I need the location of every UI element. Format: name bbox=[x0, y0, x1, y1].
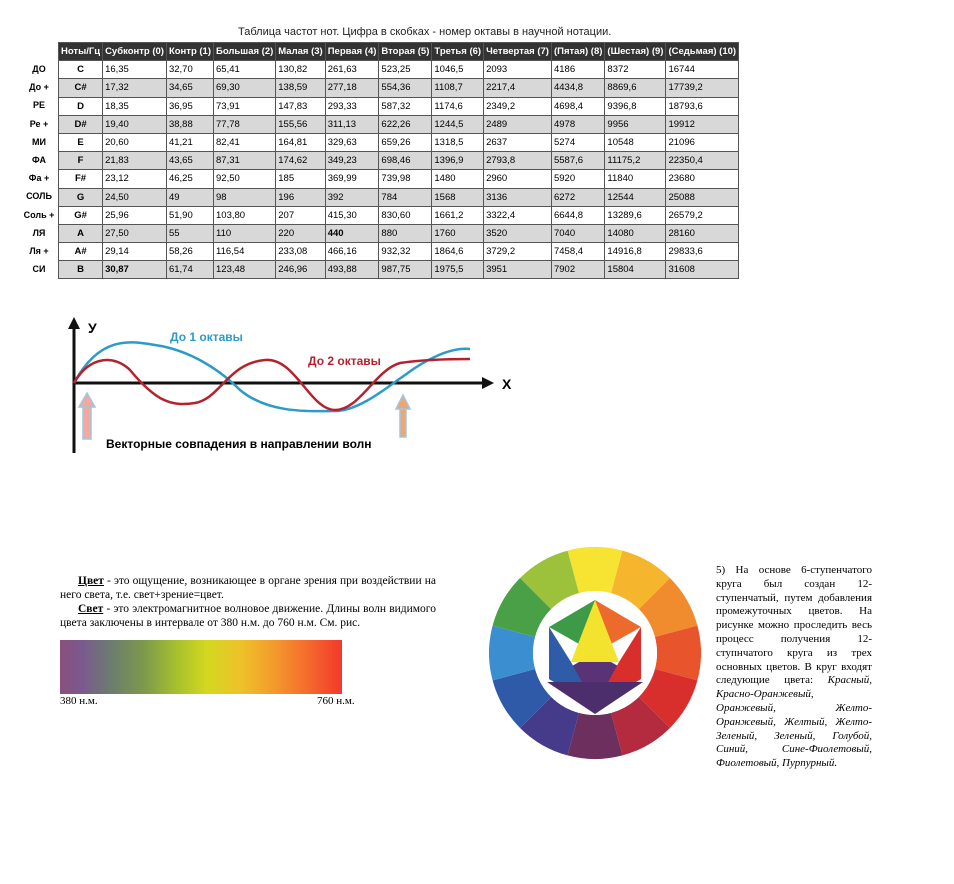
frequency-cell: 587,32 bbox=[379, 97, 432, 115]
frequency-cell: 7040 bbox=[551, 224, 604, 242]
frequency-cell: 5274 bbox=[551, 133, 604, 151]
frequency-cell: 26579,2 bbox=[666, 206, 739, 224]
frequency-cell: 1480 bbox=[432, 170, 484, 188]
table-header-cell: Третья (6) bbox=[432, 43, 484, 61]
note-cell: D# bbox=[59, 115, 103, 133]
frequency-cell: 3729,2 bbox=[484, 243, 552, 261]
frequency-cell: 13289,6 bbox=[605, 206, 666, 224]
frequency-cell: 277,18 bbox=[325, 79, 379, 97]
frequency-cell: 4978 bbox=[551, 115, 604, 133]
table-row bbox=[59, 261, 739, 279]
frequency-cell: 1174,6 bbox=[432, 97, 484, 115]
frequency-cell: 14916,8 bbox=[605, 243, 666, 261]
table-row bbox=[59, 133, 739, 151]
frequency-cell: 784 bbox=[379, 188, 432, 206]
frequency-cell: 110 bbox=[214, 224, 276, 242]
frequency-cell: 622,26 bbox=[379, 115, 432, 133]
frequency-cell: 6644,8 bbox=[551, 206, 604, 224]
row-label: ФА bbox=[32, 154, 46, 165]
frequency-cell: 493,88 bbox=[325, 261, 379, 279]
frequency-cell: 23,12 bbox=[103, 170, 167, 188]
frequency-cell: 4186 bbox=[551, 61, 604, 79]
frequency-cell: 55 bbox=[166, 224, 213, 242]
frequency-cell: 29,14 bbox=[103, 243, 167, 261]
frequency-cell: 932,32 bbox=[379, 243, 432, 261]
frequency-cell: 34,65 bbox=[166, 79, 213, 97]
frequency-cell: 21,83 bbox=[103, 152, 167, 170]
table-row bbox=[59, 61, 739, 79]
frequency-cell: 1864,6 bbox=[432, 243, 484, 261]
frequency-cell: 233,08 bbox=[276, 243, 325, 261]
frequency-cell: 27,50 bbox=[103, 224, 167, 242]
octave-1-label: До 1 октавы bbox=[170, 330, 243, 344]
frequency-cell: 3951 bbox=[484, 261, 552, 279]
row-label: СОЛЬ bbox=[26, 191, 52, 202]
visible-spectrum-bar bbox=[60, 640, 342, 694]
frequency-cell: 293,33 bbox=[325, 97, 379, 115]
frequency-cell: 18,35 bbox=[103, 97, 167, 115]
frequency-cell: 554,36 bbox=[379, 79, 432, 97]
note-cell: C bbox=[59, 61, 103, 79]
frequency-cell: 2960 bbox=[484, 170, 552, 188]
frequency-cell: 65,41 bbox=[214, 61, 276, 79]
note-cell: C# bbox=[59, 79, 103, 97]
frequency-cell: 46,25 bbox=[166, 170, 213, 188]
frequency-cell: 58,26 bbox=[166, 243, 213, 261]
frequency-cell: 311,13 bbox=[325, 115, 379, 133]
color-definition-text bbox=[60, 574, 436, 630]
wave-octave-1 bbox=[74, 342, 470, 411]
frequency-cell: 523,25 bbox=[379, 61, 432, 79]
note-cell: F# bbox=[59, 170, 103, 188]
frequency-cell: 155,56 bbox=[276, 115, 325, 133]
frequency-cell: 15804 bbox=[605, 261, 666, 279]
frequency-cell: 24,50 bbox=[103, 188, 167, 206]
row-label: Фа + bbox=[28, 173, 50, 184]
frequency-cell: 36,95 bbox=[166, 97, 213, 115]
table-header-row bbox=[59, 43, 739, 61]
frequency-cell: 1661,2 bbox=[432, 206, 484, 224]
frequency-cell: 185 bbox=[276, 170, 325, 188]
frequency-cell: 164,81 bbox=[276, 133, 325, 151]
table-caption: Таблица частот нот. Цифра в скобках - номер октавы в научной нотации. bbox=[238, 26, 612, 38]
row-label: МИ bbox=[32, 136, 46, 147]
frequency-cell: 12544 bbox=[605, 188, 666, 206]
table-header-cell: Контр (1) bbox=[166, 43, 213, 61]
term-color: Цвет bbox=[78, 575, 104, 587]
coincidence-arrow-left bbox=[79, 393, 95, 439]
frequency-cell: 19912 bbox=[666, 115, 739, 133]
frequency-cell: 1244,5 bbox=[432, 115, 484, 133]
frequency-cell: 1396,9 bbox=[432, 152, 484, 170]
frequency-cell: 98 bbox=[214, 188, 276, 206]
note-cell: B bbox=[59, 261, 103, 279]
frequency-cell: 2793,8 bbox=[484, 152, 552, 170]
table-header-cell: Четвертая (7) bbox=[484, 43, 552, 61]
frequency-cell: 7902 bbox=[551, 261, 604, 279]
frequency-table bbox=[58, 42, 739, 279]
frequency-cell: 9956 bbox=[605, 115, 666, 133]
frequency-cell: 87,31 bbox=[214, 152, 276, 170]
frequency-cell: 38,88 bbox=[166, 115, 213, 133]
frequency-cell: 77,78 bbox=[214, 115, 276, 133]
frequency-cell: 8869,6 bbox=[605, 79, 666, 97]
table-row bbox=[59, 170, 739, 188]
frequency-cell: 9396,8 bbox=[605, 97, 666, 115]
table-body bbox=[59, 61, 739, 279]
frequency-cell: 329,63 bbox=[325, 133, 379, 151]
row-labels bbox=[20, 60, 58, 278]
frequency-cell: 659,26 bbox=[379, 133, 432, 151]
spectrum-left-label: 380 н.м. bbox=[60, 695, 98, 707]
frequency-cell: 880 bbox=[379, 224, 432, 242]
table-row bbox=[59, 243, 739, 261]
color-wheel-description bbox=[716, 564, 872, 771]
frequency-cell: 369,99 bbox=[325, 170, 379, 188]
table-header-cell: (Шестая) (9) bbox=[605, 43, 666, 61]
frequency-cell: 20,60 bbox=[103, 133, 167, 151]
color-definition bbox=[60, 574, 436, 602]
frequency-cell: 1568 bbox=[432, 188, 484, 206]
frequency-cell: 5587,6 bbox=[551, 152, 604, 170]
frequency-cell: 987,75 bbox=[379, 261, 432, 279]
row-label: СИ bbox=[32, 264, 46, 275]
row-label: РЕ bbox=[32, 100, 45, 111]
x-axis-label: Х bbox=[502, 376, 512, 392]
frequency-cell: 3520 bbox=[484, 224, 552, 242]
frequency-cell: 25,96 bbox=[103, 206, 167, 224]
frequency-cell: 16,35 bbox=[103, 61, 167, 79]
frequency-cell: 61,74 bbox=[166, 261, 213, 279]
frequency-cell: 51,90 bbox=[166, 206, 213, 224]
color-wheel bbox=[489, 542, 701, 764]
table-row bbox=[59, 152, 739, 170]
table-row bbox=[59, 188, 739, 206]
frequency-cell: 3322,4 bbox=[484, 206, 552, 224]
wave-diagram bbox=[60, 315, 520, 455]
row-label: Соль + bbox=[23, 209, 55, 220]
frequency-cell: 830,60 bbox=[379, 206, 432, 224]
table-row bbox=[59, 206, 739, 224]
table-header-cell: Субконтр (0) bbox=[103, 43, 167, 61]
row-label: ДО bbox=[32, 64, 46, 74]
frequency-cell: 4434,8 bbox=[551, 79, 604, 97]
note-cell: F bbox=[59, 152, 103, 170]
frequency-cell: 246,96 bbox=[276, 261, 325, 279]
frequency-cell: 392 bbox=[325, 188, 379, 206]
frequency-cell: 17,32 bbox=[103, 79, 167, 97]
frequency-cell: 1046,5 bbox=[432, 61, 484, 79]
frequency-cell: 21096 bbox=[666, 133, 739, 151]
frequency-cell: 207 bbox=[276, 206, 325, 224]
frequency-cell: 49 bbox=[166, 188, 213, 206]
frequency-cell: 2349,2 bbox=[484, 97, 552, 115]
frequency-cell: 698,46 bbox=[379, 152, 432, 170]
table-header-cell: Вторая (5) bbox=[379, 43, 432, 61]
row-label: ЛЯ bbox=[32, 227, 46, 238]
light-definition bbox=[60, 602, 436, 630]
frequency-cell: 25088 bbox=[666, 188, 739, 206]
x-axis-arrow bbox=[482, 377, 494, 389]
frequency-cell: 4698,4 bbox=[551, 97, 604, 115]
frequency-cell: 349,23 bbox=[325, 152, 379, 170]
wheel-intro: 5) На основе 6-ступенчатого круга был создан 12-ступенчатый, путем добавления промежуточных цветов. На рисунке можно проследить весь процесс получения 12-ступнчатого круга из трех основных цветов. В круг входят следующие цвета: bbox=[716, 564, 872, 687]
y-axis-arrow bbox=[68, 317, 80, 329]
table-row bbox=[59, 79, 739, 97]
octave-2-label: До 2 октавы bbox=[308, 354, 381, 368]
spectrum-right-label: 760 н.м. bbox=[317, 695, 355, 707]
frequency-cell: 92,50 bbox=[214, 170, 276, 188]
frequency-cell: 30,87 bbox=[103, 261, 167, 279]
frequency-cell: 23680 bbox=[666, 170, 739, 188]
table-header-cell: (Пятая) (8) bbox=[551, 43, 604, 61]
frequency-cell: 220 bbox=[276, 224, 325, 242]
frequency-cell: 7458,4 bbox=[551, 243, 604, 261]
table-header-cell: Большая (2) bbox=[214, 43, 276, 61]
frequency-cell: 2093 bbox=[484, 61, 552, 79]
frequency-cell: 10548 bbox=[605, 133, 666, 151]
wave-caption: Векторные совпадения в направлении волн bbox=[106, 437, 372, 451]
color-def-text: - это ощущение, возникающее в органе зрения при воздействии на него света, т.е. свет+зрение=цвет. bbox=[60, 575, 436, 601]
frequency-cell: 8372 bbox=[605, 61, 666, 79]
frequency-cell: 43,65 bbox=[166, 152, 213, 170]
coincidence-arrow-right bbox=[396, 395, 410, 437]
frequency-cell: 11175,2 bbox=[605, 152, 666, 170]
term-light: Свет bbox=[78, 603, 104, 615]
frequency-cell: 6272 bbox=[551, 188, 604, 206]
frequency-cell: 17739,2 bbox=[666, 79, 739, 97]
note-cell: G# bbox=[59, 206, 103, 224]
frequency-cell: 11840 bbox=[605, 170, 666, 188]
frequency-cell: 147,83 bbox=[276, 97, 325, 115]
note-cell: D bbox=[59, 97, 103, 115]
row-label: До + bbox=[29, 82, 49, 93]
row-label: Ля + bbox=[29, 245, 49, 256]
table-header-cell: Ноты/Гц bbox=[59, 43, 103, 61]
note-cell: E bbox=[59, 133, 103, 151]
frequency-cell: 41,21 bbox=[166, 133, 213, 151]
light-def-text: - это электромагнитное волновое движение. Длины волн видимого цвета заключены в интервале от 380 н.м. до 760 н.м. См. рис. bbox=[60, 603, 436, 629]
frequency-cell: 29833,6 bbox=[666, 243, 739, 261]
frequency-cell: 73,91 bbox=[214, 97, 276, 115]
frequency-cell: 5920 bbox=[551, 170, 604, 188]
frequency-cell: 28160 bbox=[666, 224, 739, 242]
frequency-cell: 739,98 bbox=[379, 170, 432, 188]
frequency-cell: 1108,7 bbox=[432, 79, 484, 97]
table-header-cell: (Седьмая) (10) bbox=[666, 43, 739, 61]
frequency-cell: 19,40 bbox=[103, 115, 167, 133]
frequency-cell: 18793,6 bbox=[666, 97, 739, 115]
frequency-cell: 32,70 bbox=[166, 61, 213, 79]
frequency-cell: 16744 bbox=[666, 61, 739, 79]
frequency-cell: 2489 bbox=[484, 115, 552, 133]
frequency-cell: 174,62 bbox=[276, 152, 325, 170]
frequency-cell: 261,63 bbox=[325, 61, 379, 79]
frequency-cell: 2637 bbox=[484, 133, 552, 151]
frequency-cell: 116,54 bbox=[214, 243, 276, 261]
frequency-cell: 1975,5 bbox=[432, 261, 484, 279]
frequency-cell: 440 bbox=[325, 224, 379, 242]
frequency-cell: 123,48 bbox=[214, 261, 276, 279]
table-row bbox=[59, 224, 739, 242]
note-cell: A# bbox=[59, 243, 103, 261]
frequency-cell: 466,16 bbox=[325, 243, 379, 261]
frequency-cell: 3136 bbox=[484, 188, 552, 206]
frequency-cell: 2217,4 bbox=[484, 79, 552, 97]
wheel-color-list: Красный, Красно-Оранжевый, Оранжевый, Желто-Оранжевый, Желтый, Желто-Зеленый, Зеленый, Голубой, Синий, Сине-Фиолетовый, Фиолетовый, Пурпурный. bbox=[716, 674, 872, 770]
frequency-cell: 415,30 bbox=[325, 206, 379, 224]
table-row bbox=[59, 97, 739, 115]
frequency-cell: 196 bbox=[276, 188, 325, 206]
y-axis-label: У bbox=[88, 320, 97, 336]
row-label: Ре + bbox=[29, 118, 49, 129]
frequency-cell: 14080 bbox=[605, 224, 666, 242]
note-cell: G bbox=[59, 188, 103, 206]
frequency-cell: 138,59 bbox=[276, 79, 325, 97]
frequency-cell: 69,30 bbox=[214, 79, 276, 97]
note-cell: A bbox=[59, 224, 103, 242]
frequency-cell: 22350,4 bbox=[666, 152, 739, 170]
frequency-cell: 1760 bbox=[432, 224, 484, 242]
frequency-cell: 82,41 bbox=[214, 133, 276, 151]
frequency-cell: 103,80 bbox=[214, 206, 276, 224]
frequency-cell: 1318,5 bbox=[432, 133, 484, 151]
table-row bbox=[59, 115, 739, 133]
table-header-cell: Малая (3) bbox=[276, 43, 325, 61]
frequency-cell: 31608 bbox=[666, 261, 739, 279]
frequency-cell: 130,82 bbox=[276, 61, 325, 79]
table-header-cell: Первая (4) bbox=[325, 43, 379, 61]
